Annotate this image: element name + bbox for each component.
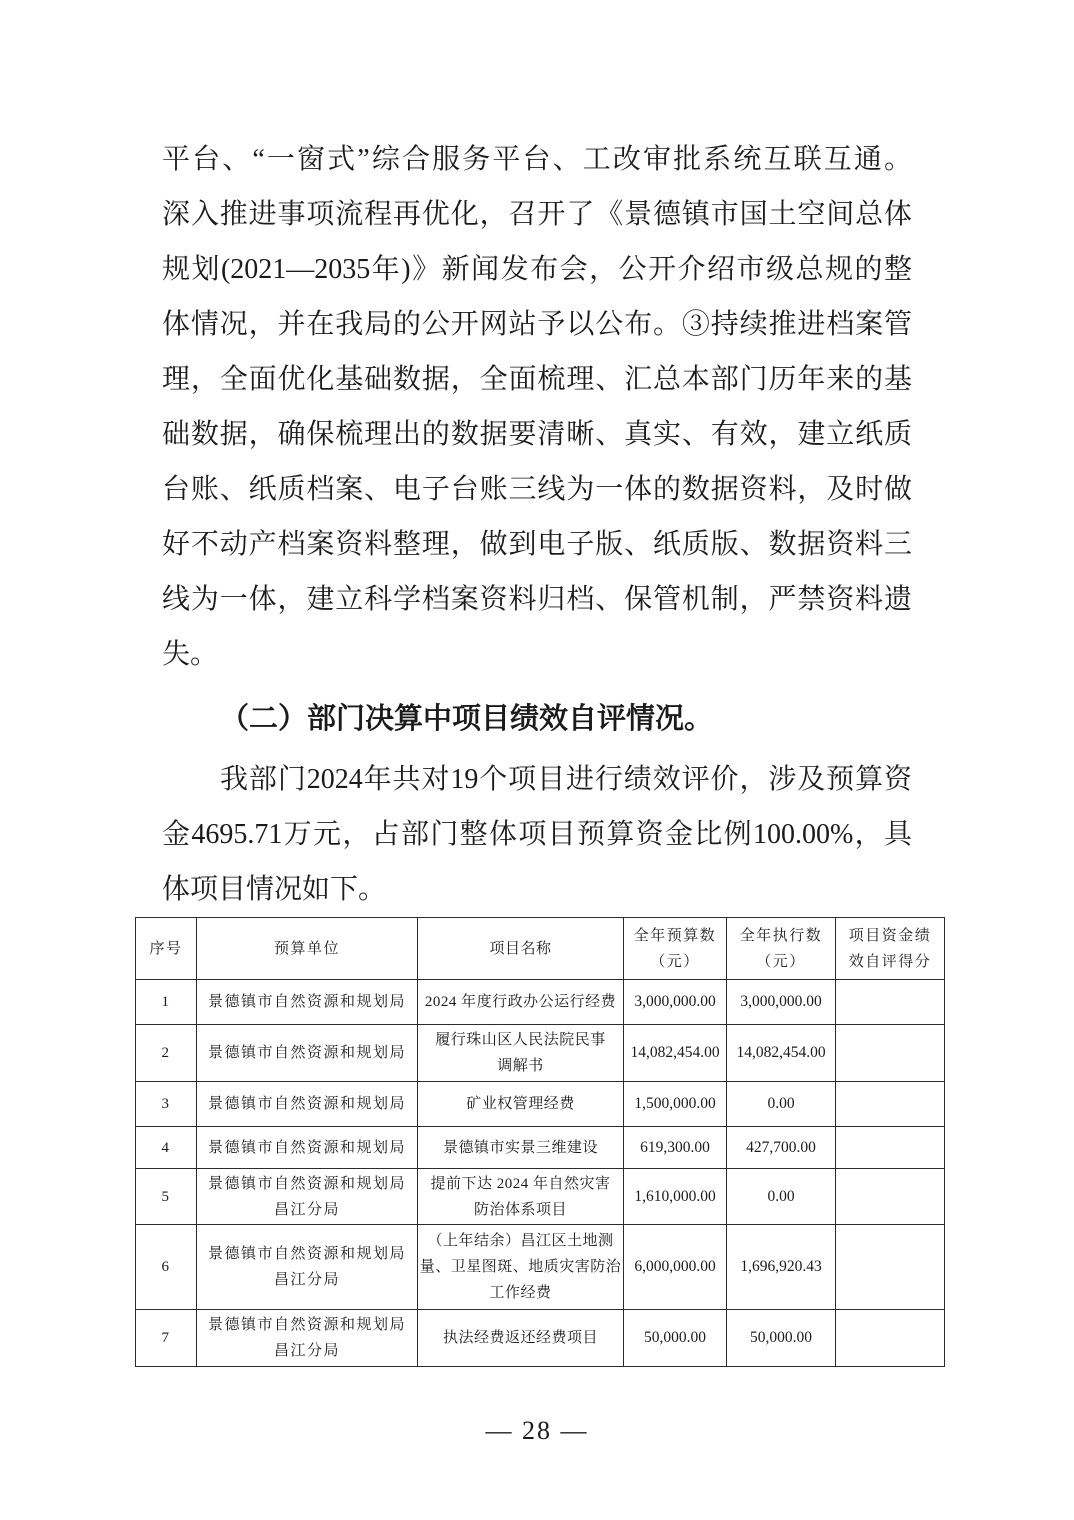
cell-budget: 619,300.00 — [624, 1127, 727, 1168]
paragraph-line: 体情况，并在我局的公开网站予以公布。③持续推进档案管 — [162, 309, 912, 340]
column-header-score — [836, 918, 944, 979]
table-row — [136, 1310, 944, 1366]
cell-unit — [197, 980, 418, 1024]
cell-unit — [197, 1127, 418, 1168]
cell-seq: 5 — [136, 1169, 197, 1224]
cell-unit — [197, 1082, 418, 1126]
table-row — [136, 1169, 944, 1225]
paragraph-line: 础数据，确保梳理出的数据要清晰、真实、有效，建立纸质 — [162, 419, 912, 450]
column-header-unit: 预算单位 — [197, 918, 418, 979]
cell-executed: 50,000.00 — [727, 1310, 836, 1366]
cell-budget: 50,000.00 — [624, 1310, 727, 1366]
cell-score — [836, 1225, 944, 1309]
cell-seq: 3 — [136, 1082, 197, 1126]
cell-line: 调解书 — [497, 1058, 544, 1074]
cell-line: 景德镇市自然资源和规划局 — [207, 1246, 406, 1262]
cell-budget: 1,500,000.00 — [624, 1082, 727, 1126]
cell-seq: 2 — [136, 1025, 197, 1081]
paragraph-line: 体项目情况如下。 — [162, 874, 387, 905]
cell-line: 景德镇市自然资源和规划局 — [207, 994, 406, 1010]
header-line: 项目资金绩 — [848, 927, 932, 944]
cell-unit — [197, 1310, 418, 1366]
table-row — [136, 1225, 944, 1310]
body-paragraph-2 — [162, 752, 912, 917]
cell-line: 矿业权管理经费 — [466, 1096, 575, 1112]
page-number: — 28 — — [485, 1416, 589, 1445]
cell-score — [836, 980, 944, 1024]
header-line: 全年预算数 — [633, 927, 717, 944]
cell-seq: 1 — [136, 980, 197, 1024]
cell-project — [418, 1225, 624, 1309]
paragraph-line: 平台、“一窗式”综合服务平台、工改审批系统互联互通。 — [162, 144, 912, 175]
cell-line: 2024 年度行政办公运行经费 — [424, 994, 617, 1010]
cell-line: 昌江分局 — [273, 1343, 340, 1359]
cell-score — [836, 1169, 944, 1224]
cell-line: 履行珠山区人民法院民事 — [435, 1032, 606, 1048]
table-row — [136, 980, 944, 1025]
cell-score — [836, 1025, 944, 1081]
cell-line: 防治体系项目 — [473, 1201, 567, 1218]
cell-line: 景德镇市自然资源和规划局 — [207, 1175, 406, 1192]
cell-unit — [197, 1169, 418, 1224]
cell-project — [418, 1127, 624, 1168]
paragraph-line: 金4695.71万元，占部门整体项目预算资金比例100.00%，具 — [162, 819, 912, 850]
table-row — [136, 1127, 944, 1169]
cell-seq: 6 — [136, 1225, 197, 1309]
cell-project — [418, 1310, 624, 1366]
cell-executed: 1,696,920.43 — [727, 1225, 836, 1309]
paragraph-line: 好不动产档案资料整理，做到电子版、纸质版、数据资料三 — [162, 529, 912, 560]
cell-budget: 1,610,000.00 — [624, 1169, 727, 1224]
cell-line: 工作经费 — [489, 1285, 552, 1301]
cell-line: 景德镇市自然资源和规划局 — [207, 1045, 406, 1061]
section-heading: （二）部门决算中项目绩效自评情况。 — [220, 703, 714, 735]
cell-line: 景德镇市自然资源和规划局 — [207, 1139, 406, 1156]
cell-score — [836, 1310, 944, 1366]
paragraph-line: 线为一体，建立科学档案资料归档、保管机制，严禁资料遗 — [162, 584, 912, 615]
project-performance-table — [135, 917, 945, 1367]
cell-line: 提前下达 2024 年自然灾害 — [430, 1175, 611, 1192]
cell-line: 景德镇市自然资源和规划局 — [207, 1096, 406, 1112]
paragraph-line: 理，全面优化基础数据，全面梳理、汇总本部门历年来的基 — [162, 364, 912, 395]
cell-executed: 14,082,454.00 — [727, 1025, 836, 1081]
paragraph-line: 我部门2024年共对19个项目进行绩效评价，涉及预算资 — [220, 764, 912, 795]
paragraph-line: 台账、纸质档案、电子台账三线为一体的数据资料，及时做 — [162, 474, 912, 505]
table-row — [136, 1025, 944, 1082]
header-line: （元） — [756, 953, 806, 970]
cell-project — [418, 980, 624, 1024]
body-paragraph-1 — [162, 132, 912, 682]
column-header-budget — [624, 918, 727, 979]
cell-seq: 7 — [136, 1310, 197, 1366]
cell-budget: 3,000,000.00 — [624, 980, 727, 1024]
cell-line: （上年结余）昌江区土地测 — [427, 1233, 614, 1249]
paragraph-line: 深入推进事项流程再优化，召开了《景德镇市国土空间总体 — [162, 199, 912, 230]
cell-score — [836, 1082, 944, 1126]
cell-executed: 427,700.00 — [727, 1127, 836, 1168]
column-header-project: 项目名称 — [418, 918, 624, 979]
column-header-seq: 序号 — [136, 918, 197, 979]
cell-executed: 3,000,000.00 — [727, 980, 836, 1024]
cell-budget: 14,082,454.00 — [624, 1025, 727, 1081]
cell-project — [418, 1082, 624, 1126]
cell-unit — [197, 1025, 418, 1081]
header-line: （元） — [650, 953, 700, 970]
cell-budget: 6,000,000.00 — [624, 1225, 727, 1309]
cell-seq: 4 — [136, 1127, 197, 1168]
table-row — [136, 1082, 944, 1127]
cell-line: 昌江分局 — [273, 1272, 340, 1288]
cell-line: 昌江分局 — [273, 1201, 340, 1218]
cell-project — [418, 1169, 624, 1224]
paragraph-line: 失。 — [162, 639, 219, 670]
cell-executed: 0.00 — [727, 1082, 836, 1126]
cell-unit — [197, 1225, 418, 1309]
header-line: 效自评得分 — [848, 953, 932, 970]
cell-line: 量、卫星图斑、地质灾害防治 — [419, 1259, 622, 1275]
paragraph-line: 规划(2021—2035年)》新闻发布会，公开介绍市级总规的整 — [162, 254, 912, 285]
cell-project — [418, 1025, 624, 1081]
cell-score — [836, 1127, 944, 1168]
cell-executed: 0.00 — [727, 1169, 836, 1224]
cell-line: 景德镇市实景三维建设 — [442, 1139, 598, 1156]
column-header-executed — [727, 918, 836, 979]
table-header-row — [136, 918, 944, 980]
header-line: 全年执行数 — [739, 927, 823, 944]
cell-line: 景德镇市自然资源和规划局 — [207, 1317, 406, 1333]
cell-line: 执法经费返还经费项目 — [442, 1330, 598, 1346]
